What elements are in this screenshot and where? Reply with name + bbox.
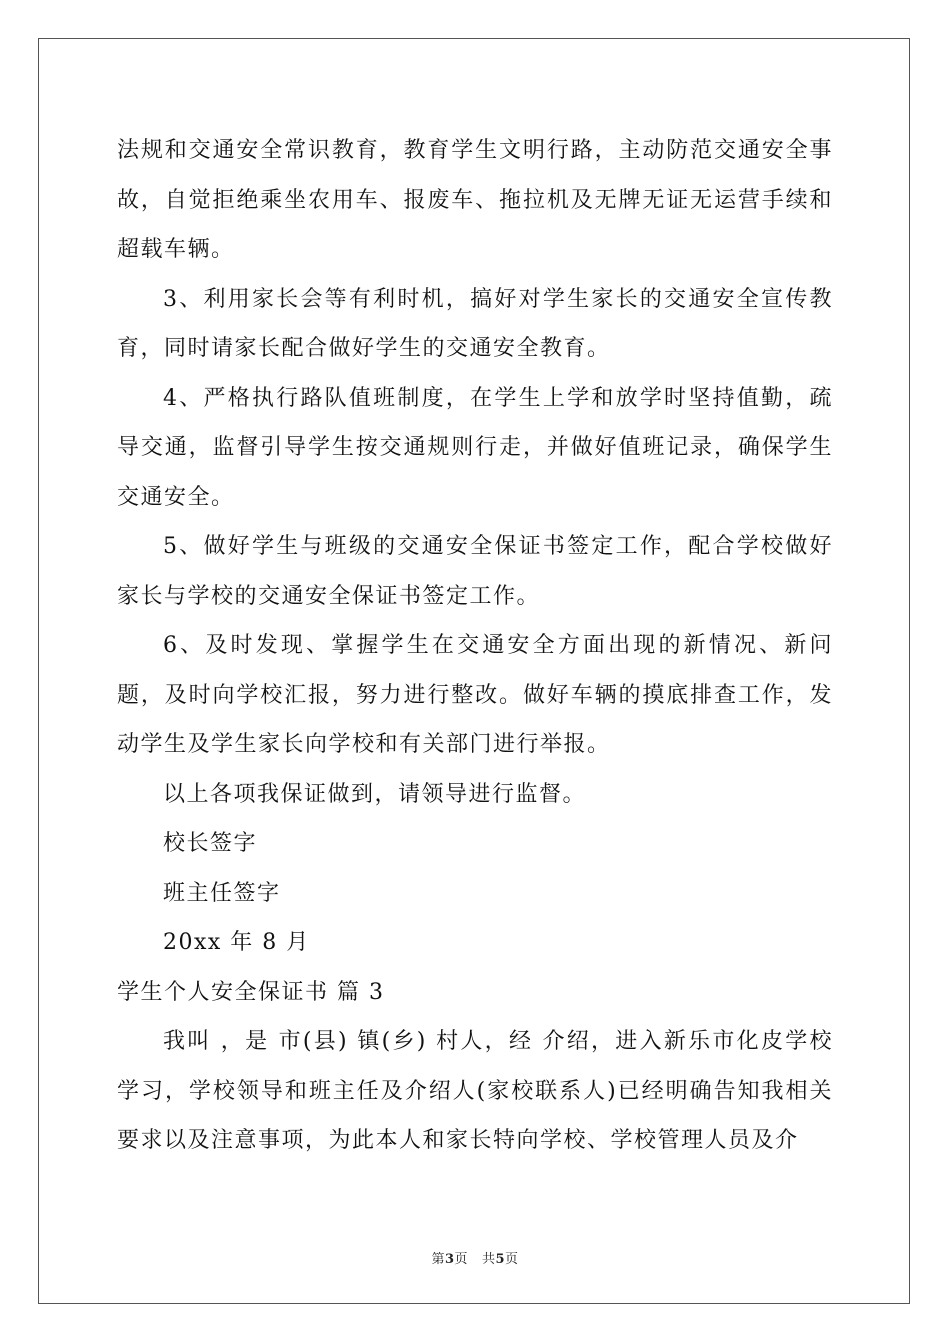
paragraph-5: 6、及时发现、掌握学生在交通安全方面出现的新情况、新问题，及时向学校汇报，努力进行整改。做好车辆的摸底排查工作，发动学生及学生家长向学校和有关部门进行举报。 (117, 633, 833, 757)
paragraph-4: 5、做好学生与班级的交通安全保证书签定工作，配合学校做好家长与学校的交通安全保证书签定工作。 (117, 534, 833, 609)
page-footer (0, 1248, 950, 1267)
teacher-signature-label: 班主任签字 (163, 880, 281, 906)
closing-statement: 以上各项我保证做到，请领导进行监督。 (163, 781, 587, 807)
page-prefix: 第 (431, 1252, 445, 1267)
document-body (117, 126, 833, 1166)
paragraph-2: 3、利用家长会等有利时机，搞好对学生家长的交通安全宣传教育，同时请家长配合做好学生的交通安全教育。 (117, 286, 833, 361)
total-suffix: 页 (505, 1252, 519, 1267)
paragraph-1: 法规和交通安全常识教育，教育学生文明行路，主动防范交通安全事故，自觉拒绝乘坐农用车、报废车、拖拉机及无牌无证无运营手续和超载车辆。 (117, 138, 833, 262)
page-total: 5 (495, 1252, 506, 1267)
total-prefix: 共 (481, 1252, 496, 1267)
paragraph-3: 4、严格执行路队值班制度，在学生上学和放学时坚持值勤，疏导交通，监督引导学生按交通规则行走，并做好值班记录，确保学生交通安全。 (117, 385, 833, 510)
section-heading: 学生个人安全保证书 篇 3 (117, 979, 385, 1005)
page-current: 3 (444, 1252, 455, 1267)
principal-signature-label: 校长签字 (163, 831, 258, 856)
paragraph-6: 我叫 ，是 市(县) 镇(乡) 村人，经 介绍，进入新乐市化皮学校学习，学校领导和班主任及介绍人(家校联系人)已经明确告知我相关要求以及注意事项，为此本人和家长特向学校、学校管理人员及介 (117, 1029, 833, 1153)
date-line: 20xx 年 8 月 (163, 930, 310, 955)
page-suffix: 页 (454, 1252, 469, 1267)
